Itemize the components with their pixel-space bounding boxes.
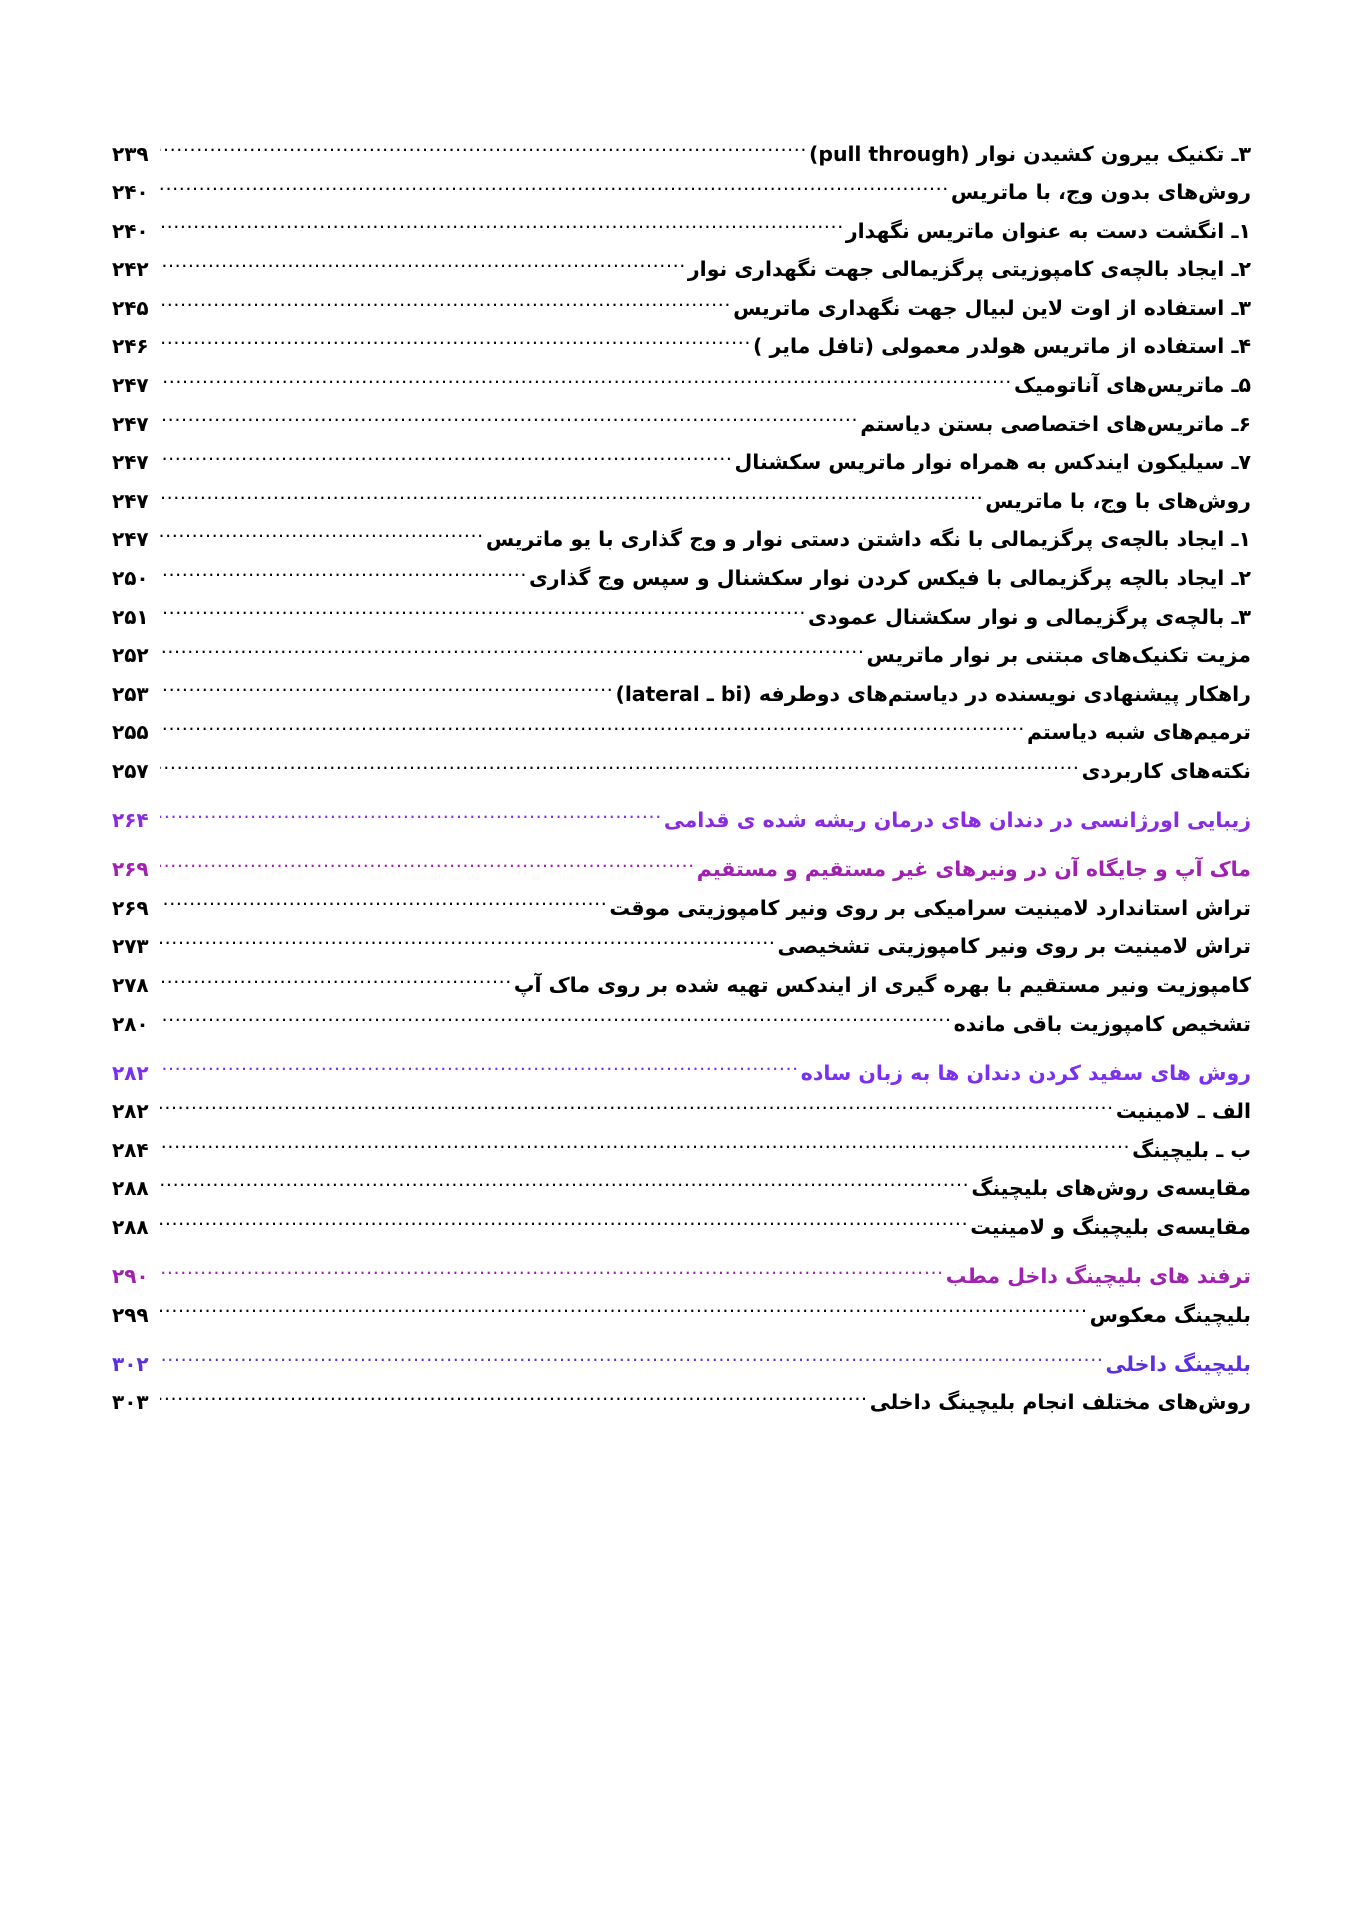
toc-entry-label: ۱ـ انگشت دست به عنوان ماتریس نگهدار — [845, 218, 1251, 243]
toc-entry[interactable] — [112, 603, 1251, 630]
toc-leader-dots — [160, 256, 686, 277]
toc-entry-page-number: ۲۸۲ — [112, 1099, 149, 1124]
toc-leader-dots — [160, 217, 844, 238]
toc-entry-page-number: ۲۷۳ — [112, 934, 149, 959]
toc-entry-page-number: ۲۴۰ — [112, 218, 149, 243]
toc-entry-label: ۳ـ تکنیک بیرون کشیدن نوار (pull through) — [809, 141, 1251, 166]
toc-entry-label: ۳ـ بالچه‌ی پرگزیمالی و نوار سکشنال عمودی — [808, 604, 1251, 629]
toc-entry[interactable] — [112, 526, 1251, 553]
toc-entry-label: ماک آپ و جایگاه آن در ونیرهای غیر مستقیم و مستقیم — [696, 857, 1251, 882]
toc-leader-dots — [160, 1059, 799, 1080]
toc-entry[interactable] — [112, 1059, 1251, 1086]
toc-entry-label: مقایسه‌ی بلیچینگ و لامینیت — [970, 1215, 1251, 1240]
toc-entry[interactable] — [112, 1263, 1251, 1290]
toc-entry[interactable] — [112, 1098, 1251, 1125]
toc-entry-label: ۷ـ سیلیکون ایندکس به همراه نوار ماتریس سکشنال — [734, 450, 1251, 475]
toc-entry[interactable] — [112, 449, 1251, 476]
toc-entry[interactable] — [112, 1175, 1251, 1202]
toc-entry-label: روش‌های مختلف انجام بلیچینگ داخلی — [869, 1390, 1251, 1415]
toc-entry-page-number: ۲۴۲ — [112, 257, 149, 282]
toc-entry-label: ۱ـ ایجاد بالچه‌ی پرگزیمالی با نگه داشتن دستی نوار و وج گذاری با یو ماتریس — [485, 527, 1251, 552]
toc-entry[interactable] — [112, 807, 1251, 834]
toc-entry[interactable] — [112, 971, 1251, 998]
toc-leader-dots — [160, 140, 807, 161]
toc-entry-label: ۵ـ ماتریس‌های آناتومیک — [1013, 373, 1251, 398]
toc-entry-page-number: ۲۹۰ — [112, 1264, 149, 1289]
toc-entry-label: بلیچینگ داخلی — [1105, 1351, 1251, 1376]
toc-leader-dots — [160, 719, 1025, 740]
toc-entry-label: ترفند های بلیچینگ داخل مطب — [945, 1264, 1251, 1289]
toc-leader-dots — [160, 603, 806, 624]
toc-entry-page-number: ۲۸۸ — [112, 1215, 149, 1240]
toc-entry[interactable] — [112, 140, 1251, 167]
toc-entry-label: تشخیص کامپوزیت باقی مانده — [953, 1011, 1251, 1036]
toc-entry-page-number: ۲۶۴ — [112, 808, 149, 833]
toc-entry[interactable] — [112, 333, 1251, 360]
toc-entry-page-number: ۲۸۴ — [112, 1137, 149, 1162]
toc-entry-page-number: ۲۴۷ — [112, 488, 149, 513]
toc-entry[interactable] — [112, 565, 1251, 592]
toc-entry-page-number: ۲۸۸ — [112, 1176, 149, 1201]
toc-leader-dots — [160, 1175, 969, 1196]
toc-entry-page-number: ۲۵۰ — [112, 566, 149, 591]
toc-entry-page-number: ۳۰۲ — [112, 1351, 149, 1376]
toc-leader-dots — [160, 1350, 1103, 1371]
toc-entry-label: مزیت تکنیک‌های مبتنی بر نوار ماتریس — [866, 643, 1251, 668]
toc-entry[interactable] — [112, 179, 1251, 206]
toc-entry-page-number: ۲۴۰ — [112, 180, 149, 205]
toc-leader-dots — [160, 807, 662, 828]
toc-entry[interactable] — [112, 1010, 1251, 1037]
toc-entry-page-number: ۲۷۸ — [112, 972, 149, 997]
toc-entry-page-number: ۲۴۵ — [112, 295, 149, 320]
toc-leader-dots — [160, 372, 1012, 393]
toc-entry-page-number: ۲۳۹ — [112, 141, 149, 166]
toc-entry[interactable] — [112, 410, 1251, 437]
toc-entry-label: ۴ـ استفاده از ماتریس هولدر معمولی (تافل مایر ) — [753, 334, 1251, 359]
toc-leader-dots — [160, 1098, 1114, 1119]
toc-entry[interactable] — [112, 1136, 1251, 1163]
toc-entry-label: زیبایی اورژانسی در دندان های درمان ریشه شده ی قدامی — [663, 808, 1251, 833]
toc-entry-label: روش های سفید کردن دندان ها به زبان ساده — [800, 1060, 1251, 1085]
toc-entry-page-number: ۲۵۲ — [112, 643, 149, 668]
toc-entry-label: ۲ـ ایجاد بالچه‌ی کامپوزیتی پرگزیمالی جهت نگهداری نوار — [687, 257, 1251, 282]
toc-entry-label: بلیچینگ معکوس — [1089, 1302, 1251, 1327]
toc-entry-page-number: ۲۵۳ — [112, 681, 149, 706]
toc-entry-page-number: ۲۶۹ — [112, 857, 149, 882]
toc-entry-page-number: ۲۵۱ — [112, 604, 149, 629]
toc-entry-label: ۳ـ استفاده از اوت لاین لبیال جهت نگهداری ماتریس — [733, 295, 1251, 320]
toc-entry-page-number: ۳۰۳ — [112, 1390, 149, 1415]
toc-entry-page-number: ۲۴۶ — [112, 334, 149, 359]
toc-leader-dots — [160, 565, 527, 586]
toc-entry-label: نکته‌های کاربردی — [1081, 759, 1251, 783]
toc-entry-label: ۲ـ ایجاد بالچه پرگزیمالی با فیکس کردن نوار سکشنال و سپس وج گذاری — [529, 566, 1251, 591]
toc-entry-label: روش‌های با وج، با ماتریس — [985, 488, 1251, 513]
toc-entry-page-number: ۲۸۲ — [112, 1060, 149, 1085]
toc-entry-page-number: ۲۹۹ — [112, 1302, 149, 1327]
toc-leader-dots — [160, 526, 484, 547]
toc-entry-label: کامپوزیت ونیر مستقیم با بهره گیری از ایندکس تهیه شده بر روی ماک آپ — [513, 972, 1251, 997]
toc-leader-dots — [160, 449, 732, 470]
toc-entry[interactable] — [112, 1301, 1251, 1328]
toc-leader-dots — [160, 642, 865, 663]
toc-entry-page-number: ۲۸۰ — [112, 1011, 149, 1036]
toc-entry-page-number: ۲۵۵ — [112, 720, 149, 745]
toc-entry[interactable] — [112, 1389, 1251, 1416]
toc-entry-label: ترمیم‌های شبه دیاستم — [1026, 720, 1251, 745]
toc-leader-dots — [160, 856, 695, 877]
toc-leader-dots — [160, 487, 983, 508]
toc-entry-page-number: ۲۴۷ — [112, 527, 149, 552]
toc-entry-label: الف ـ لامینیت — [1115, 1099, 1251, 1124]
toc-entry[interactable] — [112, 1350, 1251, 1377]
toc-entry-page-number: ۲۴۷ — [112, 373, 149, 398]
toc-entry[interactable] — [112, 294, 1251, 321]
toc-entry-label: ۶ـ ماتریس‌های اختصاصی بستن دیاستم — [860, 411, 1251, 436]
toc-leader-dots — [160, 758, 1080, 779]
toc-leader-dots — [160, 333, 751, 354]
toc-leader-dots — [160, 410, 858, 431]
toc-leader-dots — [160, 1301, 1088, 1322]
toc-entry-label: تراش لامینیت بر روی ونیر کامپوزیتی تشخیصی — [777, 934, 1251, 959]
toc-leader-dots — [160, 933, 776, 954]
toc-entry-page-number: ۲۴۷ — [112, 411, 149, 436]
toc-entry[interactable] — [112, 758, 1251, 785]
toc-entry-page-number: ۲۴۷ — [112, 450, 149, 475]
toc-entry-label: تراش استاندارد لامینیت سرامیکی بر روی ونیر کامپوزیتی موقت — [609, 895, 1251, 920]
toc-leader-dots — [160, 1010, 952, 1031]
toc-leader-dots — [160, 294, 731, 315]
toc-leader-dots — [160, 1136, 1130, 1157]
toc-entry[interactable] — [112, 719, 1251, 746]
toc-entry-label: مقایسه‌ی روش‌های بلیچینگ — [971, 1176, 1251, 1201]
toc-entry[interactable] — [112, 217, 1251, 244]
toc-entry[interactable] — [112, 856, 1251, 883]
toc-entry-label: ب ـ بلیچینگ — [1132, 1137, 1251, 1162]
toc-entry[interactable] — [112, 680, 1251, 707]
toc-leader-dots — [160, 894, 607, 915]
table-of-contents — [112, 140, 1251, 1428]
toc-entry[interactable] — [112, 372, 1251, 399]
toc-leader-dots — [160, 1389, 868, 1410]
toc-entry[interactable] — [112, 894, 1251, 921]
toc-entry[interactable] — [112, 256, 1251, 283]
toc-entry[interactable] — [112, 642, 1251, 669]
toc-entry-page-number: ۲۵۷ — [112, 759, 149, 783]
toc-entry-label: روش‌های بدون وج، با ماتریس — [950, 180, 1251, 205]
toc-entry[interactable] — [112, 1214, 1251, 1241]
toc-leader-dots — [160, 179, 949, 200]
toc-leader-dots — [160, 680, 613, 701]
toc-leader-dots — [160, 1214, 968, 1235]
toc-leader-dots — [160, 971, 512, 992]
toc-entry-label: راهکار پیشنهادی نویسنده در دیاستم‌های دوطرفه (bi ـ lateral) — [615, 681, 1251, 706]
toc-entry-page-number: ۲۶۹ — [112, 895, 149, 920]
toc-entry[interactable] — [112, 487, 1251, 514]
toc-leader-dots — [160, 1263, 944, 1284]
toc-entry[interactable] — [112, 933, 1251, 960]
